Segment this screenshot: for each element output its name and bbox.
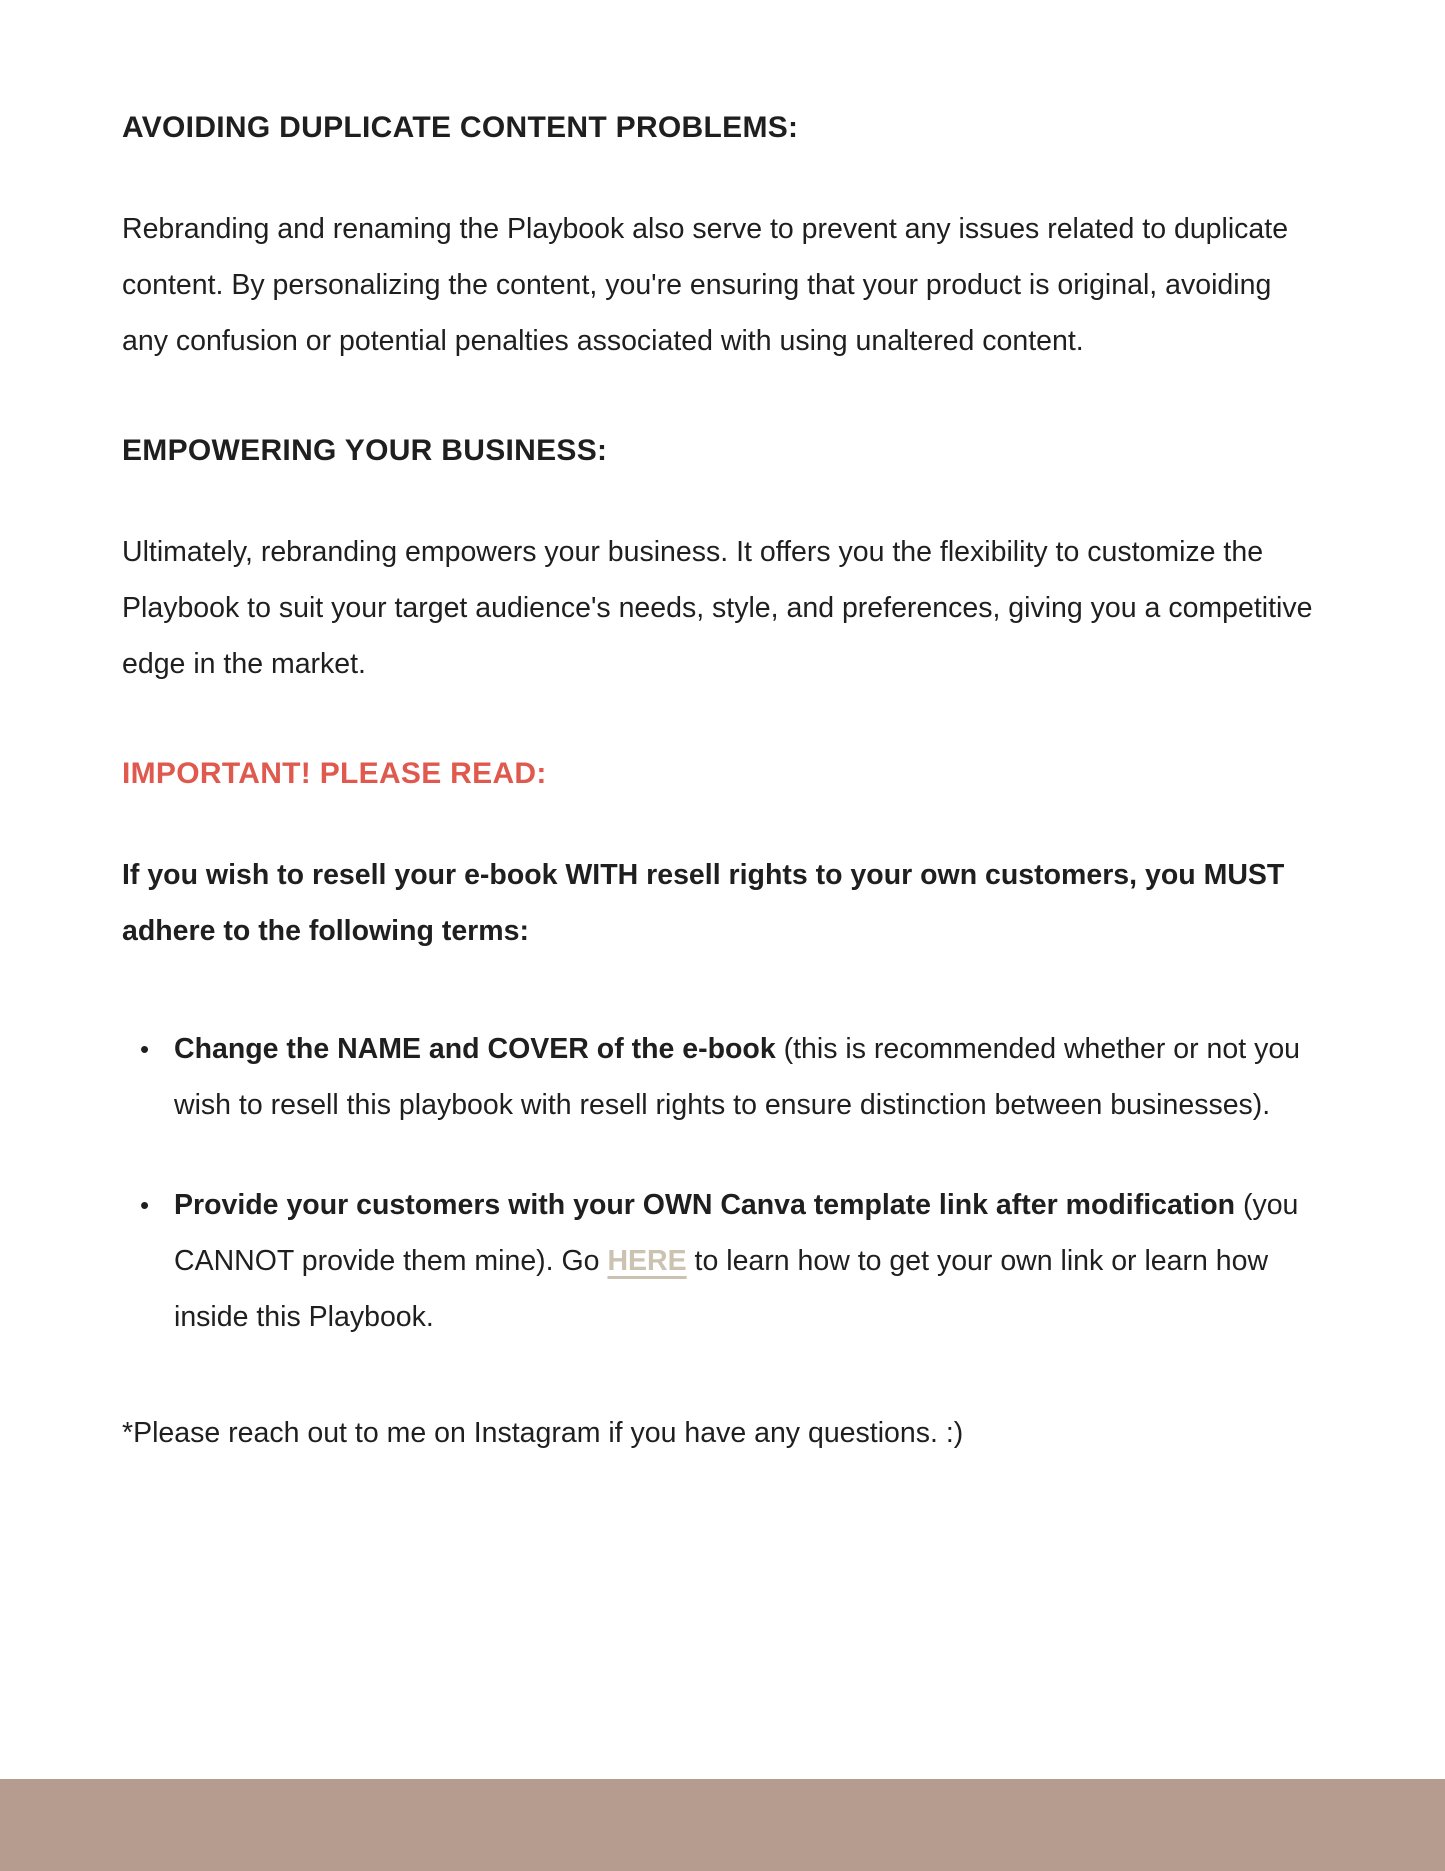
paragraph-resell-terms-intro: If you wish to resell your e-book WITH resell rights to your own customers, you MUST adhere to the following terms: <box>122 859 1285 947</box>
heading-avoiding-duplicate-content: AVOIDING DUPLICATE CONTENT PROBLEMS: <box>122 111 799 144</box>
term-own-canva-link-after-link: to learn how to get your own link or learn how inside this Playbook. <box>174 1245 1269 1333</box>
paragraph-duplicate-content: Rebranding and renaming the Playbook also serve to prevent any issues related to duplicate content. By personalizing the content, you're ensuring that your product is original, avoiding any confusion or potential penalties associated with using unaltered content. <box>122 213 1289 357</box>
term-item-change-name-cover <box>122 1021 1323 1133</box>
terms-list <box>122 1021 1323 1345</box>
bullet-icon: • <box>140 1034 150 1064</box>
footer-bar <box>0 1779 1445 1871</box>
bullet-icon: • <box>140 1190 150 1220</box>
term-own-canva-link-bold: Provide your customers with your OWN Canva template link after modification <box>174 1189 1236 1221</box>
instagram-note: *Please reach out to me on Instagram if you have any questions. :) <box>122 1417 964 1449</box>
term-change-name-cover-rest: (this is recommended whether or not you wish to resell this playbook with resell rights to ensure distinction between businesses). <box>174 1033 1301 1121</box>
heading-important-please-read: IMPORTANT! PLEASE READ: <box>122 757 547 790</box>
term-own-canva-link-before-link: (you CANNOT provide them mine). Go <box>174 1189 1299 1277</box>
paragraph-empowering-business: Ultimately, rebranding empowers your business. It offers you the flexibility to customize the Playbook to suit your target audience's needs, style, and preferences, giving you a competitive edge in the market. <box>122 536 1313 680</box>
term-change-name-cover-bold: Change the NAME and COVER of the e-book <box>174 1033 776 1065</box>
term-item-own-canva-link <box>122 1177 1323 1345</box>
here-link[interactable]: HERE <box>607 1245 687 1277</box>
heading-empowering-business: EMPOWERING YOUR BUSINESS: <box>122 434 608 467</box>
